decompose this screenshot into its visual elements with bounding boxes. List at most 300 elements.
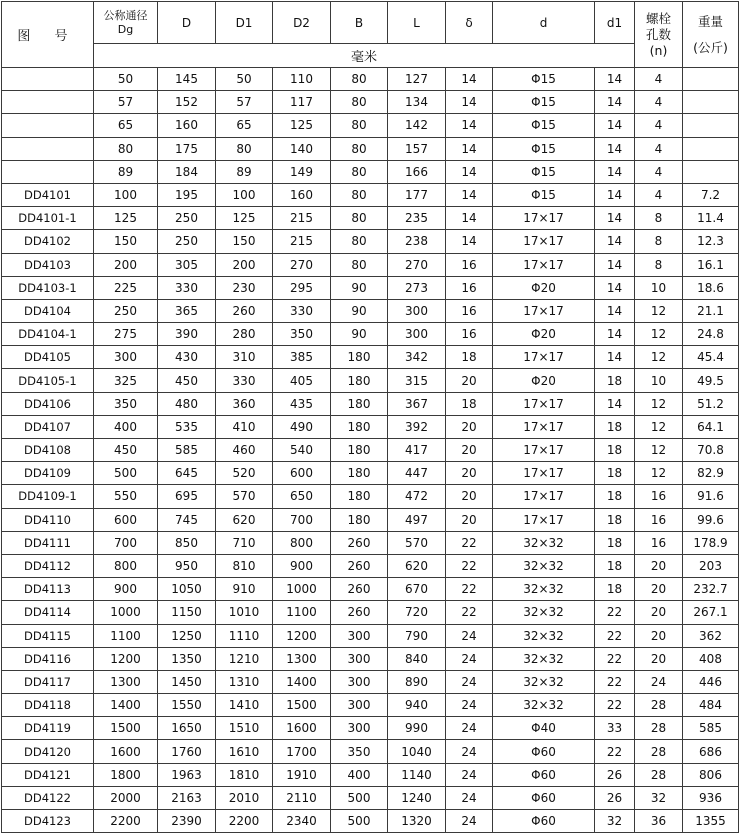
- cell-d1-small: 14: [595, 114, 635, 137]
- cell-d-outer: 695: [158, 485, 216, 508]
- header-unit-millimeter: 毫米: [94, 44, 635, 68]
- cell-d-outer: 330: [158, 276, 216, 299]
- cell-l: 417: [388, 439, 446, 462]
- cell-figure-number: DD4119: [2, 717, 94, 740]
- cell-d-small: 17×17: [493, 439, 595, 462]
- cell-b: 180: [331, 415, 388, 438]
- cell-bolt-hole-count: 32: [635, 786, 683, 809]
- cell-d-outer: 480: [158, 392, 216, 415]
- cell-delta: 24: [446, 786, 493, 809]
- cell-b: 80: [331, 253, 388, 276]
- table-row: [2, 137, 739, 160]
- flange-spec-table: [1, 1, 739, 833]
- cell-l: 1040: [388, 740, 446, 763]
- cell-weight: 585: [683, 717, 739, 740]
- cell-weight: 82.9: [683, 462, 739, 485]
- cell-d1: 89: [216, 160, 273, 183]
- cell-d-small: 17×17: [493, 207, 595, 230]
- cell-d-small: 17×17: [493, 346, 595, 369]
- cell-bolt-hole-count: 4: [635, 68, 683, 91]
- table-row: [2, 763, 739, 786]
- cell-d-small: 17×17: [493, 415, 595, 438]
- cell-d2: 435: [273, 392, 331, 415]
- cell-d-outer: 850: [158, 531, 216, 554]
- cell-weight: 21.1: [683, 299, 739, 322]
- cell-d-small: Φ20: [493, 323, 595, 346]
- cell-figure-number: DD4103: [2, 253, 94, 276]
- table-row: [2, 253, 739, 276]
- cell-d2: 1100: [273, 601, 331, 624]
- cell-bolt-hole-count: 4: [635, 137, 683, 160]
- cell-d1: 1510: [216, 717, 273, 740]
- cell-d1-small: 18: [595, 485, 635, 508]
- cell-d1-small: 14: [595, 68, 635, 91]
- cell-b: 90: [331, 299, 388, 322]
- cell-bolt-hole-count: 12: [635, 323, 683, 346]
- cell-d2: 160: [273, 183, 331, 206]
- cell-d1-small: 22: [595, 624, 635, 647]
- cell-d1-small: 14: [595, 323, 635, 346]
- cell-d-outer: 2390: [158, 810, 216, 833]
- cell-b: 80: [331, 114, 388, 137]
- cell-d1-small: 18: [595, 508, 635, 531]
- cell-b: 260: [331, 578, 388, 601]
- cell-d-small: Φ40: [493, 717, 595, 740]
- cell-d1-small: 32: [595, 810, 635, 833]
- cell-b: 180: [331, 439, 388, 462]
- cell-delta: 18: [446, 346, 493, 369]
- cell-l: 472: [388, 485, 446, 508]
- table-row: [2, 717, 739, 740]
- cell-nominal-diameter: 57: [94, 91, 158, 114]
- cell-figure-number: DD4120: [2, 740, 94, 763]
- cell-figure-number: DD4114: [2, 601, 94, 624]
- cell-weight: 16.1: [683, 253, 739, 276]
- cell-weight: 178.9: [683, 531, 739, 554]
- header-figure-number: 图 号: [2, 2, 94, 68]
- cell-b: 180: [331, 462, 388, 485]
- cell-d2: 270: [273, 253, 331, 276]
- table-row: [2, 276, 739, 299]
- cell-l: 315: [388, 369, 446, 392]
- cell-delta: 14: [446, 137, 493, 160]
- cell-d1: 1410: [216, 694, 273, 717]
- cell-d1: 710: [216, 531, 273, 554]
- cell-d1: 1310: [216, 670, 273, 693]
- cell-d-outer: 1450: [158, 670, 216, 693]
- cell-d-small: 17×17: [493, 508, 595, 531]
- cell-bolt-hole-count: 4: [635, 183, 683, 206]
- cell-bolt-hole-count: 36: [635, 810, 683, 833]
- cell-bolt-hole-count: 16: [635, 508, 683, 531]
- cell-d-outer: 1760: [158, 740, 216, 763]
- cell-d-small: Φ15: [493, 91, 595, 114]
- cell-d2: 117: [273, 91, 331, 114]
- cell-d-small: Φ15: [493, 68, 595, 91]
- cell-figure-number: [2, 137, 94, 160]
- cell-delta: 22: [446, 531, 493, 554]
- cell-b: 300: [331, 647, 388, 670]
- cell-l: 273: [388, 276, 446, 299]
- cell-bolt-hole-count: 28: [635, 717, 683, 740]
- cell-b: 300: [331, 624, 388, 647]
- cell-delta: 20: [446, 369, 493, 392]
- cell-d1: 460: [216, 439, 273, 462]
- cell-d1: 280: [216, 323, 273, 346]
- cell-d-outer: 1050: [158, 578, 216, 601]
- cell-figure-number: DD4107: [2, 415, 94, 438]
- table-row: [2, 740, 739, 763]
- cell-d-small: 32×32: [493, 554, 595, 577]
- cell-figure-number: [2, 114, 94, 137]
- header-nominal-diameter: [94, 2, 158, 44]
- header-d1: D1: [216, 2, 273, 44]
- cell-bolt-hole-count: 4: [635, 160, 683, 183]
- cell-bolt-hole-count: 20: [635, 601, 683, 624]
- cell-delta: 14: [446, 183, 493, 206]
- cell-nominal-diameter: 225: [94, 276, 158, 299]
- cell-d1-small: 18: [595, 462, 635, 485]
- cell-figure-number: [2, 68, 94, 91]
- cell-figure-number: DD4116: [2, 647, 94, 670]
- cell-delta: 24: [446, 670, 493, 693]
- table-row: [2, 369, 739, 392]
- cell-delta: 16: [446, 276, 493, 299]
- cell-weight: 7.2: [683, 183, 739, 206]
- cell-bolt-hole-count: 8: [635, 230, 683, 253]
- cell-d1: 100: [216, 183, 273, 206]
- cell-weight: [683, 160, 739, 183]
- cell-d-small: 17×17: [493, 462, 595, 485]
- cell-l: 127: [388, 68, 446, 91]
- cell-d2: 540: [273, 439, 331, 462]
- table-row: [2, 323, 739, 346]
- cell-d1: 80: [216, 137, 273, 160]
- cell-figure-number: DD4108: [2, 439, 94, 462]
- cell-nominal-diameter: 2000: [94, 786, 158, 809]
- cell-d1-small: 22: [595, 647, 635, 670]
- cell-d1: 810: [216, 554, 273, 577]
- cell-delta: 20: [446, 415, 493, 438]
- cell-d1: 50: [216, 68, 273, 91]
- cell-l: 1140: [388, 763, 446, 786]
- cell-d-small: Φ60: [493, 786, 595, 809]
- cell-figure-number: DD4102: [2, 230, 94, 253]
- cell-delta: 20: [446, 439, 493, 462]
- cell-d2: 2110: [273, 786, 331, 809]
- table-row: [2, 160, 739, 183]
- cell-b: 80: [331, 68, 388, 91]
- table-row: [2, 415, 739, 438]
- cell-d1: 57: [216, 91, 273, 114]
- cell-figure-number: DD4109-1: [2, 485, 94, 508]
- cell-nominal-diameter: 900: [94, 578, 158, 601]
- cell-d2: 2340: [273, 810, 331, 833]
- cell-weight: 446: [683, 670, 739, 693]
- cell-nominal-diameter: 1500: [94, 717, 158, 740]
- header-d1-small: d1: [595, 2, 635, 44]
- cell-figure-number: DD4106: [2, 392, 94, 415]
- cell-figure-number: DD4123: [2, 810, 94, 833]
- cell-d1: 200: [216, 253, 273, 276]
- cell-weight: [683, 91, 739, 114]
- cell-d1: 1110: [216, 624, 273, 647]
- cell-delta: 14: [446, 160, 493, 183]
- cell-d-outer: 145: [158, 68, 216, 91]
- cell-weight: 18.6: [683, 276, 739, 299]
- header-bolt-hole-count: [635, 2, 683, 68]
- cell-l: 235: [388, 207, 446, 230]
- cell-d1: 2200: [216, 810, 273, 833]
- cell-d-outer: 1550: [158, 694, 216, 717]
- cell-d2: 350: [273, 323, 331, 346]
- cell-b: 260: [331, 601, 388, 624]
- cell-d1-small: 18: [595, 531, 635, 554]
- cell-l: 890: [388, 670, 446, 693]
- cell-d1: 520: [216, 462, 273, 485]
- cell-nominal-diameter: 550: [94, 485, 158, 508]
- cell-d-small: 17×17: [493, 299, 595, 322]
- cell-d2: 330: [273, 299, 331, 322]
- cell-delta: 14: [446, 114, 493, 137]
- cell-d2: 650: [273, 485, 331, 508]
- cell-b: 180: [331, 508, 388, 531]
- cell-d-outer: 1250: [158, 624, 216, 647]
- cell-d1: 910: [216, 578, 273, 601]
- cell-weight: 64.1: [683, 415, 739, 438]
- cell-nominal-diameter: 700: [94, 531, 158, 554]
- cell-d2: 600: [273, 462, 331, 485]
- table-row: [2, 531, 739, 554]
- cell-figure-number: [2, 91, 94, 114]
- cell-delta: 14: [446, 91, 493, 114]
- cell-figure-number: DD4104-1: [2, 323, 94, 346]
- cell-bolt-hole-count: 10: [635, 276, 683, 299]
- cell-d-outer: 745: [158, 508, 216, 531]
- cell-d-small: Φ20: [493, 369, 595, 392]
- cell-d1: 2010: [216, 786, 273, 809]
- header-bolt-line3: (n): [649, 42, 668, 58]
- table-row: [2, 183, 739, 206]
- header-nominal-diameter-symbol: Dg: [117, 22, 134, 36]
- cell-d1: 1610: [216, 740, 273, 763]
- cell-nominal-diameter: 125: [94, 207, 158, 230]
- cell-bolt-hole-count: 16: [635, 531, 683, 554]
- cell-delta: 22: [446, 578, 493, 601]
- cell-delta: 14: [446, 207, 493, 230]
- cell-d2: 110: [273, 68, 331, 91]
- cell-weight: 203: [683, 554, 739, 577]
- cell-nominal-diameter: 1200: [94, 647, 158, 670]
- cell-weight: 99.6: [683, 508, 739, 531]
- table-row: [2, 670, 739, 693]
- cell-bolt-hole-count: 12: [635, 299, 683, 322]
- cell-d2: 1700: [273, 740, 331, 763]
- cell-d1: 230: [216, 276, 273, 299]
- cell-weight: 45.4: [683, 346, 739, 369]
- cell-d1-small: 14: [595, 160, 635, 183]
- cell-figure-number: DD4115: [2, 624, 94, 647]
- cell-d1-small: 18: [595, 578, 635, 601]
- cell-d2: 140: [273, 137, 331, 160]
- cell-l: 134: [388, 91, 446, 114]
- cell-d-outer: 2163: [158, 786, 216, 809]
- cell-delta: 22: [446, 601, 493, 624]
- cell-b: 180: [331, 485, 388, 508]
- cell-bolt-hole-count: 20: [635, 647, 683, 670]
- cell-weight: 232.7: [683, 578, 739, 601]
- cell-bolt-hole-count: 28: [635, 694, 683, 717]
- cell-b: 80: [331, 160, 388, 183]
- cell-d1-small: 18: [595, 439, 635, 462]
- cell-d-small: Φ60: [493, 740, 595, 763]
- cell-d2: 1200: [273, 624, 331, 647]
- cell-weight: 12.3: [683, 230, 739, 253]
- cell-nominal-diameter: 1100: [94, 624, 158, 647]
- cell-d-small: Φ15: [493, 183, 595, 206]
- cell-delta: 24: [446, 694, 493, 717]
- cell-l: 570: [388, 531, 446, 554]
- cell-b: 500: [331, 786, 388, 809]
- cell-d2: 490: [273, 415, 331, 438]
- cell-d1: 1810: [216, 763, 273, 786]
- cell-b: 80: [331, 207, 388, 230]
- cell-figure-number: DD4104: [2, 299, 94, 322]
- cell-weight: 51.2: [683, 392, 739, 415]
- cell-b: 90: [331, 276, 388, 299]
- cell-bolt-hole-count: 20: [635, 554, 683, 577]
- table-row: [2, 786, 739, 809]
- table-row: [2, 485, 739, 508]
- cell-weight: 267.1: [683, 601, 739, 624]
- cell-delta: 20: [446, 508, 493, 531]
- header-d-outer: D: [158, 2, 216, 44]
- cell-d1-small: 26: [595, 763, 635, 786]
- cell-b: 260: [331, 531, 388, 554]
- header-l: L: [388, 2, 446, 44]
- cell-weight: 70.8: [683, 439, 739, 462]
- cell-d2: 405: [273, 369, 331, 392]
- table-row: [2, 207, 739, 230]
- cell-d-outer: 175: [158, 137, 216, 160]
- cell-d1-small: 14: [595, 183, 635, 206]
- cell-b: 80: [331, 91, 388, 114]
- table-row: [2, 299, 739, 322]
- cell-weight: 24.8: [683, 323, 739, 346]
- cell-d1: 330: [216, 369, 273, 392]
- cell-figure-number: DD4110: [2, 508, 94, 531]
- cell-bolt-hole-count: 12: [635, 346, 683, 369]
- cell-delta: 16: [446, 299, 493, 322]
- cell-d1-small: 33: [595, 717, 635, 740]
- cell-nominal-diameter: 1000: [94, 601, 158, 624]
- cell-l: 840: [388, 647, 446, 670]
- cell-delta: 24: [446, 624, 493, 647]
- cell-d-small: 32×32: [493, 624, 595, 647]
- cell-d-outer: 250: [158, 207, 216, 230]
- cell-l: 940: [388, 694, 446, 717]
- cell-figure-number: DD4101: [2, 183, 94, 206]
- cell-figure-number: DD4122: [2, 786, 94, 809]
- cell-d2: 215: [273, 230, 331, 253]
- cell-nominal-diameter: 1300: [94, 670, 158, 693]
- cell-d1: 260: [216, 299, 273, 322]
- cell-d2: 295: [273, 276, 331, 299]
- cell-d2: 125: [273, 114, 331, 137]
- cell-figure-number: DD4117: [2, 670, 94, 693]
- cell-delta: 18: [446, 392, 493, 415]
- cell-d-small: 32×32: [493, 531, 595, 554]
- cell-d1-small: 14: [595, 137, 635, 160]
- cell-l: 670: [388, 578, 446, 601]
- cell-delta: 24: [446, 810, 493, 833]
- cell-l: 447: [388, 462, 446, 485]
- cell-d-small: 32×32: [493, 647, 595, 670]
- cell-l: 497: [388, 508, 446, 531]
- cell-weight: [683, 137, 739, 160]
- cell-b: 180: [331, 369, 388, 392]
- cell-d-small: 17×17: [493, 485, 595, 508]
- cell-d-small: 17×17: [493, 253, 595, 276]
- cell-d1-small: 22: [595, 670, 635, 693]
- cell-l: 142: [388, 114, 446, 137]
- table-row: [2, 114, 739, 137]
- cell-d-outer: 645: [158, 462, 216, 485]
- cell-figure-number: DD4109: [2, 462, 94, 485]
- unit-row: [2, 44, 739, 68]
- cell-d1: 410: [216, 415, 273, 438]
- cell-weight: 1355: [683, 810, 739, 833]
- cell-weight: 806: [683, 763, 739, 786]
- cell-delta: 24: [446, 740, 493, 763]
- cell-bolt-hole-count: 20: [635, 578, 683, 601]
- table-row: [2, 508, 739, 531]
- cell-l: 990: [388, 717, 446, 740]
- cell-d-outer: 1650: [158, 717, 216, 740]
- cell-l: 367: [388, 392, 446, 415]
- cell-d1: 360: [216, 392, 273, 415]
- cell-weight: [683, 114, 739, 137]
- cell-nominal-diameter: 1800: [94, 763, 158, 786]
- cell-d-small: 32×32: [493, 670, 595, 693]
- cell-b: 90: [331, 323, 388, 346]
- cell-b: 500: [331, 810, 388, 833]
- cell-weight: 936: [683, 786, 739, 809]
- cell-d-outer: 365: [158, 299, 216, 322]
- table-row: [2, 624, 739, 647]
- cell-delta: 20: [446, 485, 493, 508]
- cell-b: 180: [331, 346, 388, 369]
- cell-d1-small: 22: [595, 740, 635, 763]
- cell-d-outer: 450: [158, 369, 216, 392]
- cell-d1: 1010: [216, 601, 273, 624]
- cell-nominal-diameter: 89: [94, 160, 158, 183]
- cell-d-outer: 1150: [158, 601, 216, 624]
- cell-d2: 900: [273, 554, 331, 577]
- cell-nominal-diameter: 325: [94, 369, 158, 392]
- cell-l: 392: [388, 415, 446, 438]
- cell-delta: 22: [446, 554, 493, 577]
- cell-d2: 800: [273, 531, 331, 554]
- cell-nominal-diameter: 100: [94, 183, 158, 206]
- cell-b: 260: [331, 554, 388, 577]
- cell-nominal-diameter: 600: [94, 508, 158, 531]
- cell-d-outer: 184: [158, 160, 216, 183]
- header-d2: D2: [273, 2, 331, 44]
- cell-figure-number: DD4105-1: [2, 369, 94, 392]
- header-weight-line2: (公斤): [693, 39, 728, 55]
- cell-l: 620: [388, 554, 446, 577]
